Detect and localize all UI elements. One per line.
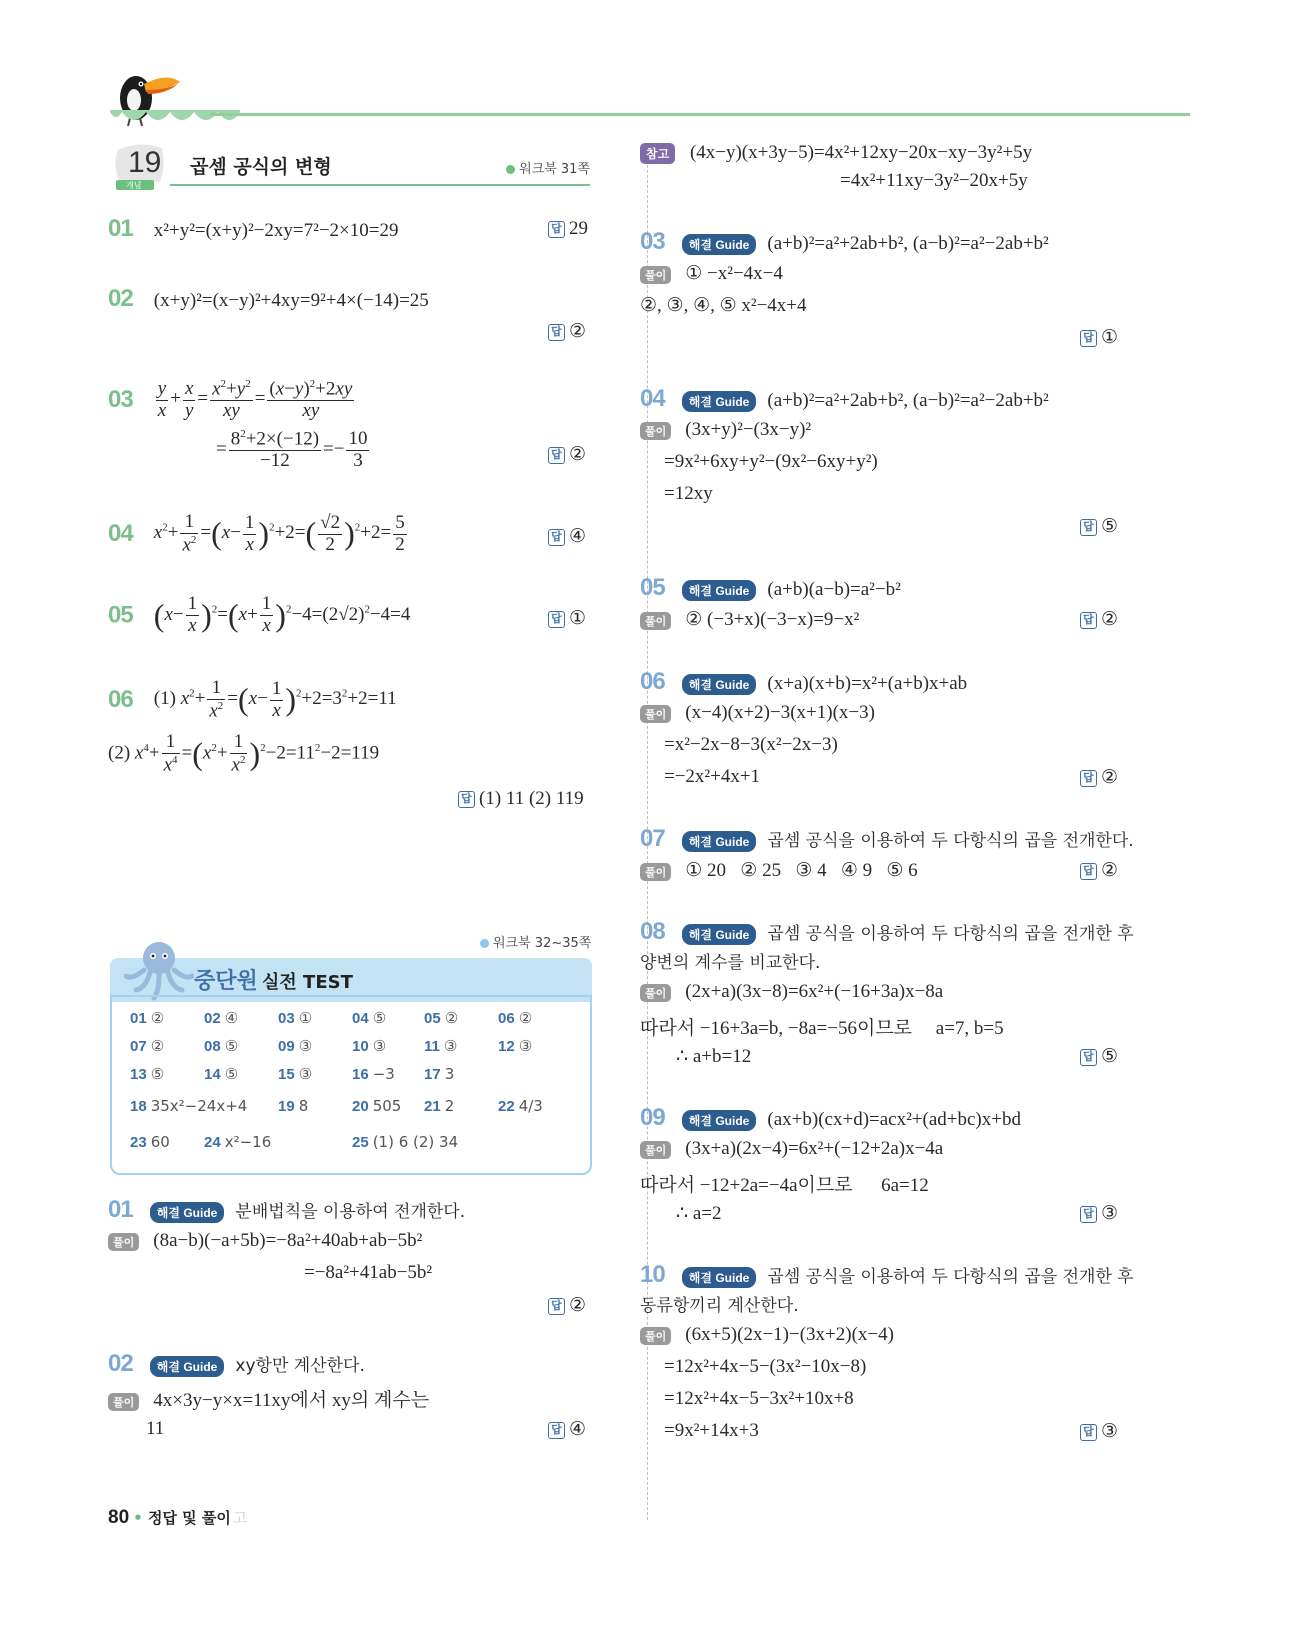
test-answer-item: 12 ③ [498, 1037, 533, 1055]
test-answer-item: 08 ⑤ [204, 1037, 239, 1055]
test-answer-item: 04 ⑤ [352, 1009, 387, 1027]
problem-number: 04 [108, 519, 133, 547]
test-answer-item: 17 3 [424, 1065, 455, 1083]
reference-badge: 참고 [640, 143, 675, 164]
test-solution-04-line3: =12xy [664, 483, 713, 504]
test-answer-05: 답 ② [1080, 608, 1118, 631]
test-answer-09: 답 ③ [1080, 1202, 1118, 1225]
problem-03: 03 $\frac{y}{x}$ + $\frac{x}{y}$ = $\frac{x^2+y^2}{xy}$ = $\frac{(x-y)^2+2xy}{xy}$ = $\frac{8^2+2\times(-12)}{-12}$ =− $\frac{10}{3}$ [108, 377, 368, 472]
section-number: 19 [128, 146, 162, 179]
reference-note-line2: =4x²+11xy−3y²−20x+5y [840, 170, 1028, 191]
test-solution-10-line3: =12x²+4x−5−3x²+10x+8 [664, 1388, 854, 1409]
test-answer-item: 25 (1) 6 (2) 34 [352, 1133, 459, 1151]
header-rule [210, 113, 1190, 116]
workbook-ref: 워크북 31쪽 [506, 158, 590, 177]
test-solution-10-line1: 풀이 (6x+5)(2x−1)−(3x+2)(x−4) [640, 1324, 894, 1346]
test-solution-10: 10 해결 Guide 곱셈 공식을 이용하여 두 다항식의 곱을 전개한 후 [640, 1261, 1134, 1288]
test-solution-07: 07 해결 Guide 곱셈 공식을 이용하여 두 다항식의 곱을 전개한다. [640, 825, 1134, 852]
octopus-icon [124, 936, 194, 1002]
test-solution-08-line3: ∴ a+b=12 [676, 1046, 752, 1067]
test-answer-item: 07 ② [130, 1037, 165, 1055]
answer-03: 답 ② [548, 443, 586, 466]
test-solution-06-line3: =−2x²+4x+1 [664, 766, 761, 787]
test-answer-item: 21 2 [424, 1097, 455, 1115]
test-answer-item: 18 35x²−24x+4 [130, 1097, 248, 1115]
header-waves [110, 108, 240, 130]
test-solution-08: 08 해결 Guide 곱셈 공식을 이용하여 두 다항식의 곱을 전개한 후 [640, 918, 1134, 945]
test-answer-item: 13 ⑤ [130, 1065, 165, 1083]
test-answer-item: 23 60 [130, 1133, 170, 1151]
section-tag: 개념 [126, 181, 142, 190]
test-answer-06: 답 ② [1080, 766, 1118, 789]
answer-04: 답 ④ [548, 525, 586, 548]
test-title-sub: 실전 TEST [262, 972, 353, 993]
test-solution-09: 09 해결 Guide (ax+b)(cx+d)=acx²+(ad+bc)x+bd [640, 1104, 1021, 1131]
test-answer-item: 06 ② [498, 1009, 533, 1027]
test-solution-02: 02 해결 Guide xy항만 계산한다. [108, 1350, 365, 1377]
test-answer-item: 05 ② [424, 1009, 459, 1027]
answer-06: 답 (1) 11 (2) 119 [458, 788, 584, 810]
problem-expression: x²+y²=(x+y)²−2xy=7²−2×10=29 [153, 220, 399, 241]
test-solution-06-line2: =x²−2x−8−3(x²−2x−3) [664, 734, 838, 755]
test-solution-08-line2: 따라서 −16+3a=b, −8a=−56이므로 a=7, b=5 [640, 1018, 1004, 1039]
test-solution-01-line2: =−8a²+41ab−5b² [304, 1262, 433, 1283]
test-solution-03-line2: ②, ③, ④, ⑤ x²−4x+4 [640, 295, 807, 316]
test-solution-08-guide2: 양변의 계수를 비교한다. [640, 953, 821, 973]
test-solution-04-line2: =9x²+6xy+y²−(9x²−6xy+y²) [664, 451, 878, 472]
test-answer-03: 답 ① [1080, 326, 1118, 349]
test-answer-item: 16 −3 [352, 1065, 395, 1083]
problem-number: 02 [108, 285, 133, 312]
test-solution-06: 06 해결 Guide (x+a)(x+b)=x²+(a+b)x+ab [640, 668, 968, 695]
test-solution-09-line2: 따라서 −12+2a=−4a이므로 6a=12 [640, 1175, 929, 1196]
test-answer-item: 11 ③ [424, 1037, 458, 1055]
section-header [110, 142, 590, 190]
test-workbook-ref: 워크북 32~35쪽 [480, 932, 591, 951]
test-solution-04-line1: 풀이 (3x+y)²−(3x−y)² [640, 419, 811, 441]
problem-02 [108, 285, 429, 313]
test-answer-01: 답 ② [548, 1294, 586, 1317]
test-solution-01-line1: 풀이 (8a−b)(−a+5b)=−8a²+40ab+ab−5b² [108, 1230, 422, 1252]
test-title-main: 중단원 [194, 969, 258, 994]
test-answer-item: 09 ③ [278, 1037, 313, 1055]
problem-04: 04 $x^2+$ $\frac{1}{x^2}$ =(x− $\frac{1}{x}$ )$^2$+2=( $\frac{√2}{2}$ )$^2$+2= $\frac{5}{2}$ [108, 511, 405, 556]
guide-badge: 해결 Guide [150, 1356, 225, 1377]
test-solution-10-line4: =9x²+14x+3 [664, 1420, 759, 1441]
test-answer-10: 답 ③ [1080, 1420, 1118, 1443]
test-answer-04: 답 ⑤ [1080, 515, 1118, 538]
test-solution-10-guide2: 동류항끼리 계산한다. [640, 1296, 799, 1316]
problem-number: 03 [108, 385, 133, 413]
test-answer-item: 20 505 [352, 1097, 402, 1115]
page-footer: 80 • 정답 및 풀이 고 [108, 1507, 248, 1528]
problem-05: 05 (x− $\frac{1}{x}$ )$^2$=(x+ $\frac{1}{x}$ )$^2-4=(2√2)^2-4=4$ [108, 593, 411, 636]
problem-number: 05 [108, 601, 133, 629]
test-solution-02-line1: 풀이 4x×3y−y×x=11xy에서 xy의 계수는 [108, 1385, 429, 1412]
test-solution-01: 01 해결 Guide 분배법칙을 이용하여 전개한다. [108, 1196, 466, 1223]
section-title: 곱셈 공식의 변형 [190, 156, 332, 178]
test-solution-06-line1: 풀이 (x−4)(x+2)−3(x+1)(x−3) [640, 702, 875, 724]
problem-number: 06 [108, 685, 133, 713]
test-answer-item: 10 ③ [352, 1037, 387, 1055]
page-number: 80 [108, 1507, 130, 1528]
footer-watermark: 고 [232, 1509, 248, 1527]
test-solution-02-line2: 11 [146, 1418, 165, 1439]
test-solution-04: 04 해결 Guide (a+b)²=a²+2ab+b², (a−b)²=a²−2ab+b² [640, 385, 1049, 412]
test-answer-item: 02 ④ [204, 1009, 239, 1027]
test-solution-08-line1: 풀이 (2x+a)(3x−8)=6x²+(−16+3a)x−8a [640, 981, 943, 1003]
problem-01 [108, 215, 398, 243]
test-answer-item: 22 4/3 [498, 1097, 543, 1115]
answer-01: 답 29 [548, 218, 588, 240]
test-answer-07: 답 ② [1080, 859, 1118, 882]
footer-text: 정답 및 풀이 [147, 1509, 231, 1527]
problem-expression: (x+y)²=(x−y)²+4xy=9²+4×(−14)=25 [153, 290, 429, 311]
test-answer-item: 24 x²−16 [204, 1133, 272, 1151]
test-answer-02: 답 ④ [548, 1418, 586, 1441]
test-solution-03-line1: 풀이 ① −x²−4x−4 [640, 262, 783, 285]
test-solution-09-line1: 풀이 (3x+a)(2x−4)=6x²+(−12+2a)x−4a [640, 1138, 943, 1160]
test-answer-item: 15 ③ [278, 1065, 313, 1083]
test-solution-05-line1: 풀이 ② (−3+x)(−3−x)=9−x² [640, 608, 859, 631]
problem-06-part2: (2) $x^4+$ $\frac{1}{x^4}$ $=(x^2+$ $\frac{1}{x^2}$ )$^2-2=11^2-2=119$ [108, 731, 380, 776]
test-answer-item: 19 8 [278, 1097, 309, 1115]
section-underline [170, 184, 590, 186]
test-answer-08: 답 ⑤ [1080, 1045, 1118, 1068]
problem-number: 01 [108, 215, 133, 242]
test-solution-05: 05 해결 Guide (a+b)(a−b)=a²−b² [640, 574, 901, 601]
test-solution-09-line3: ∴ a=2 [676, 1203, 722, 1224]
test-answer-box [110, 995, 592, 1175]
test-solution-07-line1: 풀이 ① 20 ② 25 ③ 4 ④ 9 ⑤ 6 [640, 859, 918, 882]
test-answer-item: 01 ② [130, 1009, 165, 1027]
test-solution-10-line2: =12x²+4x−5−(3x²−10x−8) [664, 1356, 867, 1377]
reference-note: 참고 (4x−y)(x+3y−5)=4x²+12xy−20x−xy−3y²+5y [640, 142, 1032, 164]
problem-06: 06 (1) $x^2+$ $\frac{1}{x^2}$ =(x− $\frac{1}{x}$ )$^2+2=3^2+2=11$ [108, 677, 397, 722]
answer-05: 답 ① [548, 607, 586, 630]
guide-badge: 해결 Guide [150, 1202, 225, 1223]
test-solution-03: 03 해결 Guide (a+b)²=a²+2ab+b², (a−b)²=a²−2ab+b² [640, 228, 1049, 255]
test-answer-item: 14 ⑤ [204, 1065, 239, 1083]
test-answer-item: 03 ① [278, 1009, 313, 1027]
answer-02: 답 ② [548, 320, 586, 343]
